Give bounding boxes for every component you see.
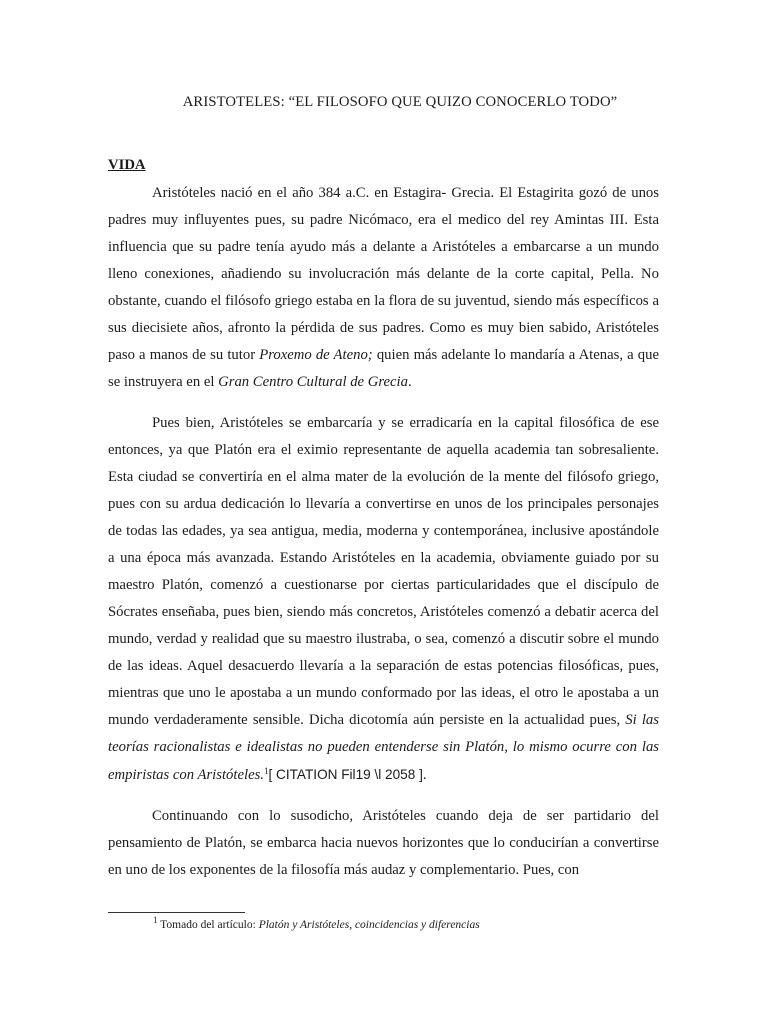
paragraph-1-text-cont: quien más adelante lo mandaría a Atenas, a que se instruyera en el: [108, 347, 660, 390]
paragraph-1-italic-tutor: Proxemo de Ateno;: [259, 347, 373, 363]
footnote-separator: [108, 912, 245, 913]
footnote: [153, 915, 480, 932]
footnote-lead: Tomado del artículo:: [157, 919, 259, 931]
citation-field: [ CITATION Fil19 \l 2058 ]: [268, 767, 423, 782]
paragraph-2-quote: Si las teorías racionalistas e idealistas no pueden entenderse sin Platón, lo mismo ocurre con las empiristas con Aristóteles.: [108, 712, 659, 783]
document-body: [108, 180, 659, 884]
paragraph-1: [108, 180, 659, 396]
paragraph-2-text: Pues bien, Aristóteles se embarcaría y se erradicaría en la capital filosófica de ese entonces, ya que Platón era el eximio representante de aquella academia tan sobresaliente. Esta ciudad se convertiría en el alma mater de la evolución de la mente del filósofo griego, pues con su ardua dedicación lo llevaría a convertirse en unos de los principales personajes de todas las edades, ya sea antigua, media, moderna y contemporánea, inclusive apostándole a una época más avanzada. Estando Aristóteles en la academia, obviamente guiado por su maestro Platón, comenzó a cuestionarse por ciertas particularidades que el discípulo de Sócrates enseñaba, pues bien, siendo más concretos, Aristóteles comenzó a debatir acerca del mundo, verdad y realidad que su maestro ilustraba, o sea, comenzó a discutir sobre el mundo de las ideas. Aquel desacuerdo llevaría a la separación de estas potencias filosóficas, pues, mientras que uno le apostaba a un mundo conformado por las ideas, el otro le apostaba a un mundo verdaderamente sensible. Dicha dicotomía aún persiste en la actualidad pues,: [108, 415, 659, 728]
footnote-reference[interactable]: 1: [263, 766, 269, 776]
paragraph-1-end: .: [407, 374, 412, 390]
document-title: ARISTOTELES: “EL FILOSOFO QUE QUIZO CONOCERLO TODO”: [182, 94, 618, 110]
paragraph-2-end: .: [422, 767, 427, 783]
paragraph-1-text: Aristóteles nació en el año 384 a.C. en Estagira- Grecia. El Estagirita gozó de unos padres muy influyentes pues, su padre Nicómaco, era el medico del rey Amintas III. Esta influencia que su padre tenía ayudo más a delante a Aristóteles a embarcarse a un mundo lleno conexiones, añadiendo su involucración más delante de la corte capital, Pella. No obstante, cuando el filósofo griego estaba en la flora de su juventud, siendo más específicos a sus diecisiete años, afronto la pérdida de sus padres. Como es muy bien sabido, Aristóteles paso a manos de su tutor: [108, 185, 659, 363]
section-heading: VIDA: [108, 157, 146, 173]
paragraph-3: Continuando con lo susodicho, Aristóteles cuando deja de ser partidario del pensamiento de Platón, se embarca hacia nuevos horizontes que lo conducirían a convertirse en uno de los exponentes de la filosofía más audaz y complementario. Pues, con: [108, 808, 659, 878]
paragraph-1-italic-center: Gran Centro Cultural de Grecia: [218, 374, 408, 390]
paragraph-2: [108, 410, 659, 789]
footnote-mark: 1: [153, 915, 158, 925]
footnote-source-title: Platón y Aristóteles, coincidencias y diferencias: [258, 919, 480, 931]
